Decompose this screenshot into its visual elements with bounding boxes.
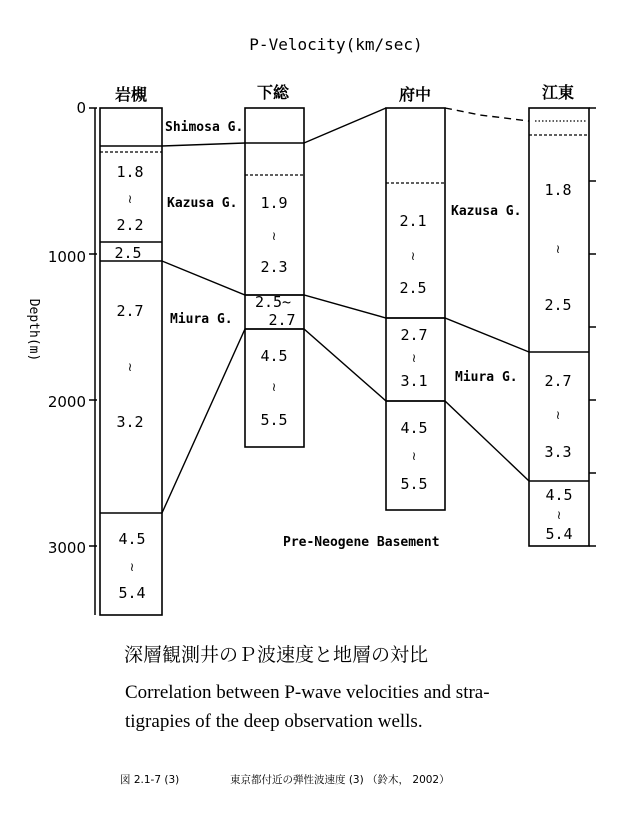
velocity-label: 2.5~	[254, 293, 292, 311]
velocity-label: 2.5	[544, 296, 572, 314]
group-label-shimosa: Shimosa G.	[165, 120, 244, 135]
velocity-label: 2.2	[116, 216, 144, 234]
range-sign: ≀	[129, 560, 135, 574]
velocity-label: 2.7	[400, 326, 428, 344]
well-column-shimosa	[245, 108, 304, 447]
group-label-miura-right: Miura G.	[455, 370, 518, 385]
velocity-label: 3.2	[116, 413, 144, 431]
dashed-boundaries	[100, 135, 589, 183]
well-name-shimosa: 下総	[256, 83, 290, 102]
velocity-label: 1.9	[260, 194, 288, 212]
depth-tick-1000: 1000	[47, 248, 86, 266]
velocity-label: 2.7	[116, 302, 144, 320]
figure-source: 東京都付近の弾性波速度 (3) （鈴木， 2002）	[230, 774, 450, 786]
caption-english-line2: tigrapies of the deep observation wells.	[125, 711, 423, 732]
depth-tick-3000: 3000	[47, 539, 86, 557]
velocity-label: 2.1	[399, 212, 427, 230]
depth-tick-0: 0	[76, 99, 86, 117]
well-name-fuchu: 府中	[398, 85, 432, 104]
velocity-label: 4.5	[400, 419, 428, 437]
velocity-label: 4.5	[545, 486, 573, 504]
velocity-label: 4.5	[118, 530, 146, 548]
range-sign: ≀	[271, 380, 277, 394]
depth-axis	[89, 108, 97, 615]
velocity-label: 3.1	[400, 372, 428, 390]
range-sign: ≀	[555, 408, 561, 422]
range-sign: ≀	[127, 192, 133, 206]
velocity-label: 2.3	[260, 258, 288, 276]
group-label-basement: Pre-Neogene Basement	[283, 535, 440, 550]
right-ticks	[589, 108, 596, 546]
velocity-label: 1.8	[116, 163, 144, 181]
velocity-label: 3.3	[544, 443, 572, 461]
velocity-label: 2.5	[399, 279, 427, 297]
dashed-correlation-line	[445, 108, 529, 121]
velocity-label: 2.7	[268, 311, 296, 329]
velocity-label: 5.5	[400, 475, 428, 493]
group-label-kazusa-left: Kazusa G.	[167, 196, 238, 211]
range-sign: ≀	[271, 229, 277, 243]
correlation-lines	[162, 108, 529, 513]
velocity-label: 2.5	[114, 244, 142, 262]
velocity-label: 2.7	[544, 372, 572, 390]
velocity-label: 1.8	[544, 181, 572, 199]
group-label-kazusa-right: Kazusa G.	[451, 204, 522, 219]
velocity-label: 5.4	[118, 584, 146, 602]
group-label-miura-left: Miura G.	[170, 312, 233, 327]
depth-tick-2000: 2000	[47, 393, 86, 411]
velocity-label: 5.5	[260, 411, 288, 429]
range-sign: ≀	[411, 351, 417, 365]
range-sign: ≀	[556, 508, 562, 522]
well-name-iwatsuki: 岩槻	[114, 85, 148, 104]
caption-japanese: 深層観測井のＰ波速度と地層の対比	[124, 644, 429, 666]
well-name-koto: 江東	[541, 83, 575, 102]
range-sign: ≀	[410, 249, 416, 263]
range-sign: ≀	[127, 360, 133, 374]
figure-number: 図 2.1-7 (3)	[120, 774, 180, 786]
velocity-label: 4.5	[260, 347, 288, 365]
axis-title: P-Velocity(km/sec)	[249, 35, 423, 54]
depth-axis-label: Depth(m)	[26, 298, 41, 362]
range-sign: ≀	[411, 449, 417, 463]
range-sign: ≀	[555, 242, 561, 256]
velocity-label: 5.4	[545, 525, 573, 543]
caption-english-line1: Correlation between P-wave velocities and stra-	[125, 682, 490, 703]
